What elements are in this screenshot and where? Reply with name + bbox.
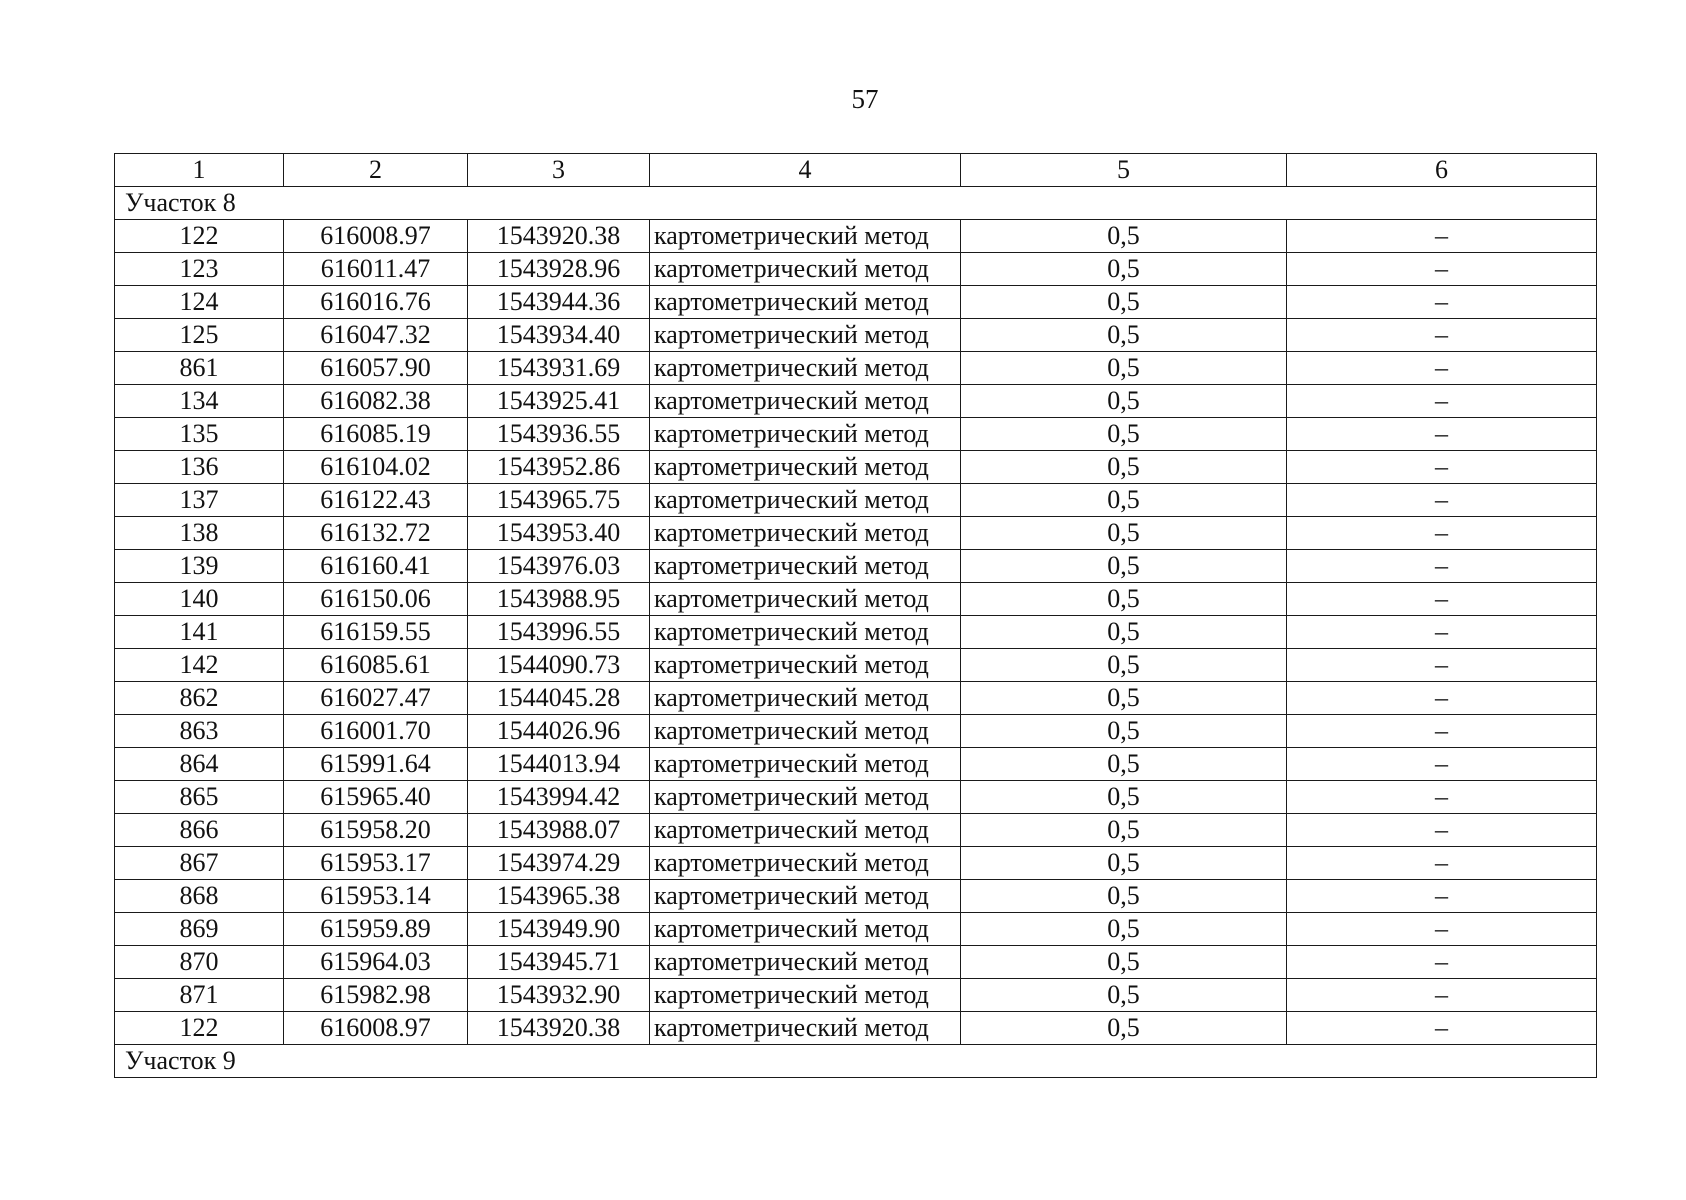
accuracy-cell: 0,5 (961, 847, 1287, 880)
table-row (115, 286, 1597, 319)
point-number-cell: 134 (115, 385, 284, 418)
method-cell: картометрический метод (650, 550, 961, 583)
accuracy-cell: 0,5 (961, 418, 1287, 451)
x-coordinate-cell: 616001.70 (284, 715, 468, 748)
page-number: 57 (851, 84, 879, 114)
table-row (115, 814, 1597, 847)
point-number-cell: 124 (115, 286, 284, 319)
description-cell: – (1287, 616, 1597, 649)
point-number-cell: 135 (115, 418, 284, 451)
point-number-cell: 123 (115, 253, 284, 286)
table-row (115, 550, 1597, 583)
table-row (115, 847, 1597, 880)
point-number-cell: 140 (115, 583, 284, 616)
description-cell: – (1287, 253, 1597, 286)
y-coordinate-cell: 1543920.38 (468, 220, 650, 253)
accuracy-cell: 0,5 (961, 319, 1287, 352)
method-cell: картометрический метод (650, 649, 961, 682)
accuracy-cell: 0,5 (961, 913, 1287, 946)
method-cell: картометрический метод (650, 880, 961, 913)
accuracy-cell: 0,5 (961, 253, 1287, 286)
accuracy-cell: 0,5 (961, 946, 1287, 979)
x-coordinate-cell: 616159.55 (284, 616, 468, 649)
description-cell: – (1287, 979, 1597, 1012)
header-cell: 4 (650, 154, 961, 187)
table-row (115, 880, 1597, 913)
description-cell: – (1287, 583, 1597, 616)
coordinates-table (114, 153, 1597, 1078)
method-cell: картометрический метод (650, 319, 961, 352)
method-cell: картометрический метод (650, 286, 961, 319)
accuracy-cell: 0,5 (961, 451, 1287, 484)
point-number-cell: 125 (115, 319, 284, 352)
description-cell: – (1287, 286, 1597, 319)
accuracy-cell: 0,5 (961, 1012, 1287, 1045)
x-coordinate-cell: 616082.38 (284, 385, 468, 418)
point-number-cell: 866 (115, 814, 284, 847)
x-coordinate-cell: 616085.19 (284, 418, 468, 451)
description-cell: – (1287, 781, 1597, 814)
accuracy-cell: 0,5 (961, 781, 1287, 814)
accuracy-cell: 0,5 (961, 517, 1287, 550)
x-coordinate-cell: 615953.17 (284, 847, 468, 880)
method-cell: картометрический метод (650, 913, 961, 946)
method-cell: картометрический метод (650, 253, 961, 286)
method-cell: картометрический метод (650, 352, 961, 385)
table-row (115, 220, 1597, 253)
table-row (115, 583, 1597, 616)
table-row (115, 1012, 1597, 1045)
point-number-cell: 871 (115, 979, 284, 1012)
method-cell: картометрический метод (650, 715, 961, 748)
y-coordinate-cell: 1543994.42 (468, 781, 650, 814)
y-coordinate-cell: 1543944.36 (468, 286, 650, 319)
accuracy-cell: 0,5 (961, 814, 1287, 847)
point-number-cell: 141 (115, 616, 284, 649)
y-coordinate-cell: 1543936.55 (468, 418, 650, 451)
description-cell: – (1287, 748, 1597, 781)
point-number-cell: 137 (115, 484, 284, 517)
y-coordinate-cell: 1543934.40 (468, 319, 650, 352)
y-coordinate-cell: 1543931.69 (468, 352, 650, 385)
description-cell: – (1287, 913, 1597, 946)
description-cell: – (1287, 385, 1597, 418)
header-cell: 5 (961, 154, 1287, 187)
table-row (115, 385, 1597, 418)
y-coordinate-cell: 1544026.96 (468, 715, 650, 748)
point-number-cell: 865 (115, 781, 284, 814)
x-coordinate-cell: 616047.32 (284, 319, 468, 352)
method-cell: картометрический метод (650, 781, 961, 814)
description-cell: – (1287, 451, 1597, 484)
accuracy-cell: 0,5 (961, 748, 1287, 781)
section-title: Участок 9 (115, 1045, 1597, 1078)
accuracy-cell: 0,5 (961, 715, 1287, 748)
y-coordinate-cell: 1544013.94 (468, 748, 650, 781)
point-number-cell: 122 (115, 1012, 284, 1045)
table-row (115, 682, 1597, 715)
table-row (115, 616, 1597, 649)
x-coordinate-cell: 616085.61 (284, 649, 468, 682)
method-cell: картометрический метод (650, 385, 961, 418)
y-coordinate-cell: 1543988.07 (468, 814, 650, 847)
accuracy-cell: 0,5 (961, 484, 1287, 517)
accuracy-cell: 0,5 (961, 616, 1287, 649)
table-row (115, 979, 1597, 1012)
header-row (115, 154, 1597, 187)
y-coordinate-cell: 1543945.71 (468, 946, 650, 979)
y-coordinate-cell: 1543952.86 (468, 451, 650, 484)
description-cell: – (1287, 484, 1597, 517)
y-coordinate-cell: 1543974.29 (468, 847, 650, 880)
x-coordinate-cell: 616122.43 (284, 484, 468, 517)
y-coordinate-cell: 1543920.38 (468, 1012, 650, 1045)
table-row (115, 319, 1597, 352)
section-row (115, 187, 1597, 220)
header-cell: 2 (284, 154, 468, 187)
method-cell: картометрический метод (650, 583, 961, 616)
x-coordinate-cell: 615953.14 (284, 880, 468, 913)
description-cell: – (1287, 550, 1597, 583)
x-coordinate-cell: 616008.97 (284, 1012, 468, 1045)
table-row (115, 418, 1597, 451)
method-cell: картометрический метод (650, 484, 961, 517)
x-coordinate-cell: 616057.90 (284, 352, 468, 385)
method-cell: картометрический метод (650, 451, 961, 484)
table-row (115, 748, 1597, 781)
description-cell: – (1287, 649, 1597, 682)
accuracy-cell: 0,5 (961, 220, 1287, 253)
x-coordinate-cell: 615965.40 (284, 781, 468, 814)
accuracy-cell: 0,5 (961, 385, 1287, 418)
accuracy-cell: 0,5 (961, 682, 1287, 715)
point-number-cell: 867 (115, 847, 284, 880)
table-row (115, 913, 1597, 946)
y-coordinate-cell: 1544045.28 (468, 682, 650, 715)
header-cell: 1 (115, 154, 284, 187)
x-coordinate-cell: 616011.47 (284, 253, 468, 286)
y-coordinate-cell: 1543996.55 (468, 616, 650, 649)
x-coordinate-cell: 615991.64 (284, 748, 468, 781)
table-row (115, 781, 1597, 814)
method-cell: картометрический метод (650, 682, 961, 715)
description-cell: – (1287, 517, 1597, 550)
point-number-cell: 868 (115, 880, 284, 913)
accuracy-cell: 0,5 (961, 583, 1287, 616)
point-number-cell: 870 (115, 946, 284, 979)
x-coordinate-cell: 615958.20 (284, 814, 468, 847)
method-cell: картометрический метод (650, 616, 961, 649)
y-coordinate-cell: 1543988.95 (468, 583, 650, 616)
header-cell: 3 (468, 154, 650, 187)
point-number-cell: 122 (115, 220, 284, 253)
point-number-cell: 139 (115, 550, 284, 583)
point-number-cell: 863 (115, 715, 284, 748)
table-row (115, 253, 1597, 286)
description-cell: – (1287, 220, 1597, 253)
method-cell: картометрический метод (650, 946, 961, 979)
description-cell: – (1287, 814, 1597, 847)
x-coordinate-cell: 615964.03 (284, 946, 468, 979)
section-row (115, 1045, 1597, 1078)
y-coordinate-cell: 1543932.90 (468, 979, 650, 1012)
method-cell: картометрический метод (650, 418, 961, 451)
method-cell: картометрический метод (650, 1012, 961, 1045)
x-coordinate-cell: 616132.72 (284, 517, 468, 550)
table-row (115, 715, 1597, 748)
description-cell: – (1287, 880, 1597, 913)
description-cell: – (1287, 418, 1597, 451)
method-cell: картометрический метод (650, 847, 961, 880)
point-number-cell: 138 (115, 517, 284, 550)
y-coordinate-cell: 1543965.75 (468, 484, 650, 517)
point-number-cell: 861 (115, 352, 284, 385)
x-coordinate-cell: 616027.47 (284, 682, 468, 715)
header-cell: 6 (1287, 154, 1597, 187)
description-cell: – (1287, 946, 1597, 979)
y-coordinate-cell: 1543925.41 (468, 385, 650, 418)
description-cell: – (1287, 682, 1597, 715)
description-cell: – (1287, 847, 1597, 880)
x-coordinate-cell: 615982.98 (284, 979, 468, 1012)
y-coordinate-cell: 1543953.40 (468, 517, 650, 550)
point-number-cell: 862 (115, 682, 284, 715)
point-number-cell: 869 (115, 913, 284, 946)
method-cell: картометрический метод (650, 814, 961, 847)
accuracy-cell: 0,5 (961, 880, 1287, 913)
method-cell: картометрический метод (650, 517, 961, 550)
point-number-cell: 142 (115, 649, 284, 682)
x-coordinate-cell: 615959.89 (284, 913, 468, 946)
section-title: Участок 8 (115, 187, 1597, 220)
table-row (115, 517, 1597, 550)
x-coordinate-cell: 616016.76 (284, 286, 468, 319)
y-coordinate-cell: 1543965.38 (468, 880, 650, 913)
y-coordinate-cell: 1543976.03 (468, 550, 650, 583)
description-cell: – (1287, 715, 1597, 748)
accuracy-cell: 0,5 (961, 649, 1287, 682)
method-cell: картометрический метод (650, 979, 961, 1012)
y-coordinate-cell: 1543949.90 (468, 913, 650, 946)
table-row (115, 946, 1597, 979)
method-cell: картометрический метод (650, 220, 961, 253)
accuracy-cell: 0,5 (961, 352, 1287, 385)
accuracy-cell: 0,5 (961, 979, 1287, 1012)
method-cell: картометрический метод (650, 748, 961, 781)
x-coordinate-cell: 616104.02 (284, 451, 468, 484)
accuracy-cell: 0,5 (961, 550, 1287, 583)
y-coordinate-cell: 1543928.96 (468, 253, 650, 286)
table-row (115, 649, 1597, 682)
point-number-cell: 136 (115, 451, 284, 484)
x-coordinate-cell: 616008.97 (284, 220, 468, 253)
table-row (115, 451, 1597, 484)
description-cell: – (1287, 352, 1597, 385)
table-body (115, 154, 1597, 1078)
table-row (115, 484, 1597, 517)
y-coordinate-cell: 1544090.73 (468, 649, 650, 682)
table-row (115, 352, 1597, 385)
x-coordinate-cell: 616160.41 (284, 550, 468, 583)
accuracy-cell: 0,5 (961, 286, 1287, 319)
x-coordinate-cell: 616150.06 (284, 583, 468, 616)
description-cell: – (1287, 319, 1597, 352)
description-cell: – (1287, 1012, 1597, 1045)
point-number-cell: 864 (115, 748, 284, 781)
